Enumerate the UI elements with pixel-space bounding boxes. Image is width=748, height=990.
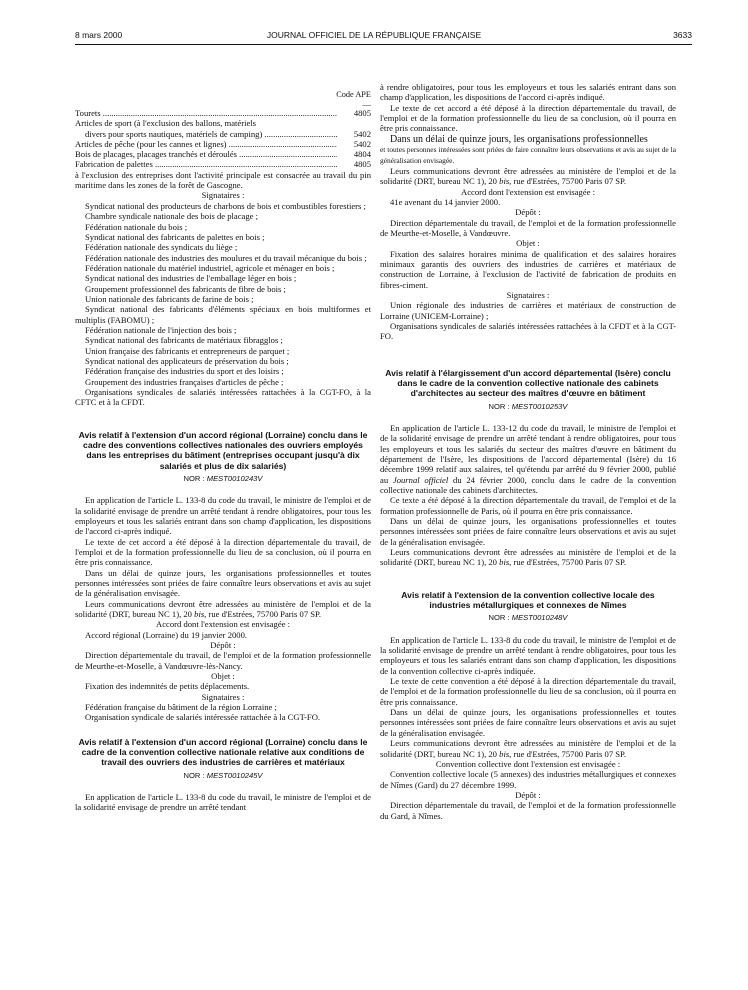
- ape-row: Articles de pêche (pour les cannes et lignes) ..... 5402: [75, 139, 371, 149]
- signataire: Fédération nationale de l'injection des bois ;: [85, 324, 237, 335]
- signataire: Groupement des industries françaises d'articles de pêche ;: [85, 376, 284, 387]
- signataire: Syndicat national des fabricants de palettes en bois ;: [85, 231, 265, 242]
- journal-title: JOURNAL OFFICIEL DE LA RÉPUBLIQUE FRANÇAISE: [266, 30, 482, 40]
- avis2-accord: 41e avenant du 14 janvier 2000.: [390, 196, 501, 207]
- right-column: [380, 82, 676, 821]
- avis2-accord-label: Accord dont l'extension est envisagée :: [461, 186, 595, 197]
- avis2-title: Avis relatif à l'extension d'un accord régional (Lorraine) conclu dans le cadre de la convention collective nationale relative aux conditions de travail des ouvriers des industries de carrières et matériaux: [78, 736, 368, 768]
- ape-heading: Code APE: [336, 90, 371, 99]
- ape-row: Tourets ..... 4805: [75, 108, 371, 118]
- avis2-nor: NOR : MEST0010245V: [183, 770, 263, 780]
- avis4-paragraph: En application de l'article L. 133-8 du code du travail, le ministre de l'emploi et de la solidarité envisage de prendre un arrêté tendant à rendre obligatoires, pour tous les employeurs et tous les salariés entrant dans son champ d'application, les dispositions de la convention collective ci-après indiquée.: [380, 634, 676, 676]
- avis3-title: Avis relatif à l'élargissement d'un accord départemental (Isère) conclu dans le cadre de la convention collective nationale des cabinets d'architectes au secteur des maîtres d'œuvre en bâtiment: [385, 367, 671, 399]
- signataire: Fédération nationale du bois ;: [85, 221, 188, 232]
- header-date: 8 mars 2000: [75, 30, 123, 40]
- signataire: Syndicat national des applicateurs de préservation du bois ;: [85, 355, 289, 366]
- signataire: Union nationale des fabricants de farine de bois ;: [85, 293, 254, 304]
- avis1-objet: Fixation des indemnités de petits déplacements.: [85, 681, 250, 692]
- ape-row: Bois de placages, placages tranchés et déroulés ..... 4804: [75, 149, 371, 159]
- avis1-accord: Accord régional (Lorraine) du 19 janvier 2000.: [85, 629, 248, 640]
- ape-row: Fabrication de palettes ..... 4805: [75, 159, 371, 169]
- avis2-depot: Direction départementale du travail, de l'emploi et de la formation professionnelle de Meurthe-et-Moselle, à Vandœuvre.: [380, 217, 676, 238]
- avis3-paragraph: En application de l'article L. 133-12 du code du travail, le ministre de l'emploi et de la solidarité envisage de prendre un arrêté tendant à rendre obligatoires, pour tous les employeurs et tous les salariés du secteur des maîtres d'œuvre en bâtiment du département de l'Isère, les dispositions de l'accord départemental (Isère) du 16 décembre 1999 relatif aux salaires, tel qu'étendu par arrêté du 9 février 2000, publié au Journal officiel du 24 février 2000, conclu dans le cadre de la convention collective nationale des cabinets d'architectes.: [380, 422, 676, 496]
- avis3-nor: NOR : MEST0010253V: [488, 401, 568, 411]
- avis4-convention-label: Convention collective dont l'extension est envisagée :: [435, 758, 621, 769]
- avis4-paragraph: Le texte de cette convention a été déposé à la direction départementale du travail, de l'emploi et de la formation professionnelle du lieu de sa conclusion, où il pourra en être pris connaissance.: [380, 676, 676, 707]
- avis2-paragraph: Dans un délai de quinze jours, les organisations professionnelles: [390, 133, 648, 145]
- signataire: Fédération française des industries du sport et des loisirs ;: [85, 366, 284, 377]
- avis1-paragraph: En application de l'article L. 133-8 du code du travail, le ministre de l'emploi et de la solidarité envisage de prendre un arrêté tendant à rendre obligatoires, pour tous les employeurs et tous les salariés entrant dans son champ d'application, les dispositions de l'accord ci-après indiqué.: [75, 495, 371, 537]
- signataire: Syndicat national des producteurs de charbons de bois et combustibles forestiers ;: [85, 200, 366, 211]
- signataire: Syndicat national des industries de l'emballage léger en bois ;: [85, 273, 297, 284]
- avis4-depot-label: Dépôt :: [515, 789, 541, 800]
- signataire: Syndicat national des fabricants d'éléments spéciaux en bois multiformes et multiplis (FABOMU) ;: [75, 304, 371, 325]
- avis1-accord-label: Accord dont l'extension est envisagée :: [156, 619, 290, 630]
- avis4-nor: NOR : MEST0010248V: [488, 613, 568, 623]
- exclusion-text: à l'exclusion des entreprises dont l'activité principale est consacrée au travail du pin maritime dans les zones de la forêt de Gascogne.: [75, 169, 371, 191]
- avis2-paragraph: Le texte de cet accord a été déposé à la direction départementale du travail, de l'emploi et de la formation professionnelle du lieu de sa conclusion, où il pourra en être pris connaissance.: [380, 102, 676, 134]
- avis1-depot-label: Dépôt :: [210, 640, 236, 651]
- signataire: Fédération nationale du matériel industriel, agricole et ménager en bois ;: [85, 262, 335, 273]
- avis2-signataires-label: Signataires :: [506, 290, 550, 301]
- page-number: 3633: [673, 30, 692, 40]
- avis1-signataire: Fédération française du bâtiment de la région Lorraine ;: [85, 702, 277, 713]
- ape-row: Articles de sport (à l'exclusion des ballons, matériels: [75, 118, 257, 129]
- avis2-signataire: Union régionale des industries de carrières et matériaux de construction de Lorraine (UNICEM-Lorraine) ;: [380, 300, 676, 321]
- signataires-label: Signataires :: [201, 190, 245, 201]
- avis3-paragraph: Dans un délai de quinze jours, les organisations professionnelles et toutes personnes intéressées sont priées de faire connaître leurs observations et avis au sujet de la généralisation envisagée.: [380, 516, 676, 547]
- avis2-paragraph: à rendre obligatoires, pour tous les employeurs et tous les salariés entrant dans son champ d'application, les dispositions de l'accord ci-après indiqué.: [380, 82, 676, 103]
- avis1-paragraph: Dans un délai de quinze jours, les organisations professionnelles et toutes personnes intéressées sont priées de faire connaître leurs observations et avis au sujet de la généralisation envisagée.: [75, 567, 371, 599]
- avis3-paragraph: Leurs communications devront être adressées au ministère de l'emploi et de la solidarité (DRT, bureau NC 1), 20 bis, rue d'Estrées, 75700 Paris 07 SP.: [380, 547, 676, 568]
- avis2-paragraph: Leurs communications devront être adressées au ministère de l'emploi et de la solidarité (DRT, bureau NC 1), 20 bis, rue d'Estrées, 75700 Paris 07 SP.: [380, 165, 676, 187]
- ape-table: [75, 108, 371, 170]
- signataire: Groupement professionnel des fabricants de fibre de bois ;: [85, 283, 286, 294]
- avis1-signataires-label: Signataires :: [201, 691, 245, 702]
- avis2-paragraph: et toutes personnes intéressées sont priées de faire connaître leurs observations et avis au sujet de la généralisation envisagée.: [380, 145, 676, 165]
- avis1-objet-label: Objet :: [211, 671, 235, 682]
- signataire: Union française des fabricants et entrepreneurs de parquet ;: [85, 345, 290, 356]
- signataire: Syndicat national des fabricants de matériaux fibragglos ;: [85, 335, 283, 346]
- avis2-paragraph: En application de l'article L. 133-8 du code du travail, le ministre de l'emploi et de la solidarité envisage de prendre un arrêté tendant: [75, 792, 371, 813]
- avis1-paragraph: Le texte de cet accord a été déposé à la direction départementale du travail, de l'emploi et de la formation professionnelle du lieu de sa conclusion, où il pourra en être pris connaissance.: [75, 536, 371, 568]
- signataire: Chambre syndicale nationale des bois de placage ;: [85, 211, 259, 222]
- avis1-paragraph: Leurs communications devront être adressées au ministère de l'emploi et de la solidarité (DRT, bureau NC 1), 20 bis, rue d'Estrées, 75700 Paris 07 SP.: [75, 598, 371, 619]
- avis1-title: Avis relatif à l'extension d'un accord régional (Lorraine) conclu dans le cadre des conventions collectives nationales des ouvriers employés dans les entreprises du bâtiment (entreprises occupant jusqu'à dix salariés et plus de dix salariés): [78, 429, 368, 471]
- avis1-depot: Direction départementale du travail, de l'emploi et de la formation professionnelle de Meurthe-et-Moselle, à Vandœuvre-lès-Nancy.: [75, 650, 371, 671]
- ape-row: divers pour sports nautiques, matériels de camping) ..... 5402: [75, 129, 371, 139]
- signataires-list: [75, 201, 371, 408]
- avis4-title: Avis relatif à l'extension de la convention collective locale des industries métallurgiques et connexes de Nîmes: [401, 589, 655, 611]
- avis4-convention: Convention collective locale (5 annexes) des industries métallurgiques et connexes de Nîmes (Gard) du 27 décembre 1999.: [380, 769, 676, 790]
- avis3-paragraph: Ce texte a été déposé à la direction départementale du travail, de l'emploi et de la formation professionnelle de Paris, où il pourra en être pris connaissance.: [380, 495, 676, 516]
- avis1-nor: NOR : MEST0010243V: [183, 473, 263, 483]
- ape-dash: —: [362, 99, 371, 109]
- signataire: Fédération nationale des syndicats du liège ;: [85, 242, 238, 253]
- avis4-paragraph: Leurs communications devront être adressées au ministère de l'emploi et de la solidarité (DRT, bureau NC 1), 20 bis, rue d'Estrées, 75700 Paris 07 SP.: [380, 738, 676, 759]
- avis4-depot: Direction départementale du travail, de l'emploi et de la formation professionnelle du Gard, à Nîmes.: [380, 800, 676, 821]
- avis2-depot-label: Dépôt :: [515, 207, 541, 218]
- avis2-objet: Fixation des salaires horaires minima de qualification et des salaires horaires minimaux garantis des ouvriers des industries de carrières et matériaux de construction de Lorraine, à l'exclusion de l'activité de fabrication de produits en fibres-ciment.: [380, 248, 676, 290]
- left-column: [75, 90, 371, 813]
- avis4-paragraph: Dans un délai de quinze jours, les organisations professionnelles et toutes personnes intéressées sont priées de faire connaître leurs observations et avis au sujet de la généralisation envisagée.: [380, 707, 676, 738]
- signataire: Organisations syndicales de salariés intéressées rattachées à la CGT-FO, à la CFTC et à la CFDT.: [75, 387, 371, 408]
- avis2-objet-label: Objet :: [516, 238, 540, 249]
- signataire: Fédération nationale des industries des moulures et du travail mécanique du bois ;: [85, 252, 367, 263]
- avis2-signataire: Organisations syndicales de salariés intéressées rattachées à la CFDT et à la CGT-FO.: [380, 321, 676, 342]
- avis1-signataire: Organisation syndicale de salariés intéressée rattachée à la CGT-FO.: [85, 712, 321, 723]
- header-rule: [75, 44, 692, 45]
